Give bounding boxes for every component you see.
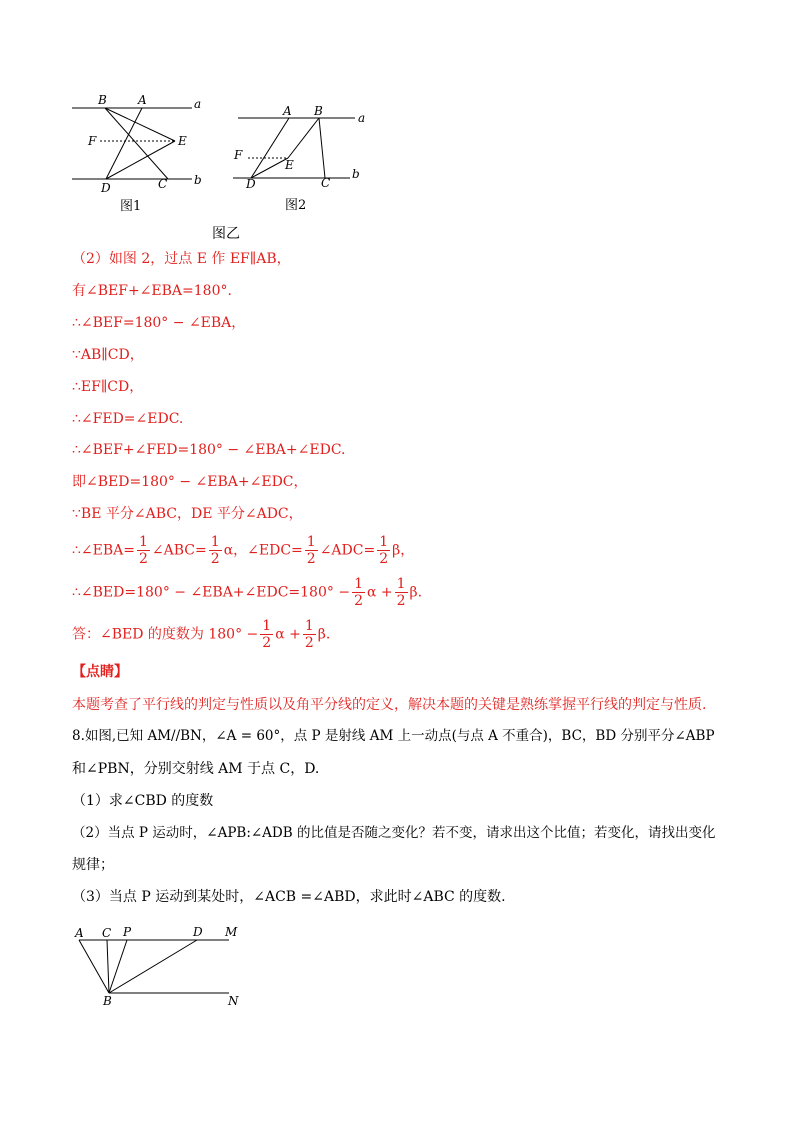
figure-2 xyxy=(228,98,378,218)
solution-line-7: ∴∠BEF+∠FED=180° − ∠EBA+∠EDC. xyxy=(72,442,346,458)
solution-line-5: ∴EF∥CD， xyxy=(72,379,144,395)
fraction-half: $\frac{1}{2}$ xyxy=(139,534,148,567)
solution-line-9: ∵BE 平分∠ABC，DE 平分∠ADC， xyxy=(72,506,303,522)
fig2-label-f: F xyxy=(234,148,243,162)
solution-line-4: ∵AB∥CD， xyxy=(72,347,144,363)
solution-line-2: 有∠BEF+∠EBA=180°. xyxy=(72,283,232,299)
problem8-figure xyxy=(66,920,256,1015)
fig1-label-d: D xyxy=(101,181,111,195)
fig1-label-line-a: a xyxy=(194,97,202,111)
p8-label-p: P xyxy=(123,925,132,939)
fig1-label-c: C xyxy=(158,177,168,191)
problem8-question-1: （1）求∠CBD 的度数 xyxy=(72,793,214,809)
fig2-caption: 图2 xyxy=(285,198,307,213)
fig2-label-d: D xyxy=(246,177,256,191)
fig1-label-line-b: b xyxy=(194,173,202,187)
l10-part-d: ∠ADC= xyxy=(319,542,376,559)
p8-label-c: C xyxy=(102,926,112,940)
fig2-label-a: A xyxy=(283,104,292,118)
p8-label-a: A xyxy=(75,926,84,940)
problem8-question-2b: 规律； xyxy=(72,857,114,873)
solution-line-6: ∴∠FED=∠EDC. xyxy=(72,411,184,427)
l11-part-c: β. xyxy=(409,584,423,601)
comment-heading: 【点睛】 xyxy=(72,664,128,680)
fig1-label-e: E xyxy=(178,134,187,148)
fraction-half: $\frac{1}{2}$ xyxy=(304,618,314,651)
fig2-label-line-b: b xyxy=(352,167,360,181)
problem8-question-3: （3）当点 P 运动到某处时，∠ACB =∠ABD，求此时∠ABC 的度数. xyxy=(72,889,506,905)
l12-part-a: 答：∠BED 的度数为 180° − xyxy=(72,626,259,643)
l11-part-a: ∴∠BED=180° − ∠EBA+∠EDC=180° − xyxy=(72,584,351,601)
l11-part-b: α + xyxy=(366,584,393,601)
fraction-half: $\frac{1}{2}$ xyxy=(210,534,220,567)
fraction-half: $\frac{1}{2}$ xyxy=(262,618,272,651)
fig1-label-f: F xyxy=(88,134,97,148)
l10-part-c: α，∠EDC= xyxy=(223,542,303,559)
fig1-caption: 图1 xyxy=(120,199,142,214)
fig2-label-c: C xyxy=(321,176,331,190)
solution-line-11 xyxy=(72,576,422,609)
fig1-label-b: B xyxy=(98,93,107,107)
fig2-label-line-a: a xyxy=(358,111,366,125)
fraction-half: $\frac{1}{2}$ xyxy=(396,576,406,609)
solution-line-1: （2）如图 2，过点 E 作 EF∥AB， xyxy=(72,251,291,267)
problem8-line-2: 和∠PBN，分别交射线 AM 于点 C，D. xyxy=(72,761,320,777)
solution-line-8: 即∠BED=180° − ∠EBA+∠EDC， xyxy=(72,474,308,490)
solution-line-10 xyxy=(72,534,414,567)
p8-label-b: B xyxy=(103,994,112,1008)
solution-line-3: ∴∠BEF=180° − ∠EBA， xyxy=(72,315,246,331)
problem8-question-2a: （2）当点 P 运动时，∠APB:∠ADB 的比值是否随之变化？若不变，请求出这个比值；若变化，请找出变化 xyxy=(72,825,716,841)
fig2-label-e: E xyxy=(285,158,294,172)
figure-1 xyxy=(60,88,220,218)
p8-label-m: M xyxy=(225,925,238,939)
solution-answer xyxy=(72,618,330,651)
problem8-line-1: 8.如图,已知 AM//BN，∠A = 60°，点 P 是射线 AM 上一动点(与点 A 不重合)，BC，BD 分别平分∠ABP xyxy=(72,728,715,744)
fig2-label-b: B xyxy=(314,104,323,118)
l12-part-b: α + xyxy=(275,626,301,643)
l12-part-c: β. xyxy=(317,626,331,643)
l10-part-e: β， xyxy=(392,542,415,559)
fig1-label-a: A xyxy=(138,93,147,107)
fraction-half: $\frac{1}{2}$ xyxy=(379,534,389,567)
l10-part-a: ∴∠EBA= xyxy=(72,542,135,559)
fraction-half: $\frac{1}{2}$ xyxy=(306,534,316,567)
p8-label-d: D xyxy=(193,925,203,939)
fraction-half: $\frac{1}{2}$ xyxy=(354,576,363,609)
figure-group-caption: 图乙 xyxy=(212,226,240,242)
comment-text: 本题考查了平行线的判定与性质以及角平分线的定义，解决本题的关键是熟练掌握平行线的判定与性质. xyxy=(72,697,707,713)
p8-label-n: N xyxy=(228,994,239,1008)
l10-part-b: ∠ABC= xyxy=(151,542,207,559)
